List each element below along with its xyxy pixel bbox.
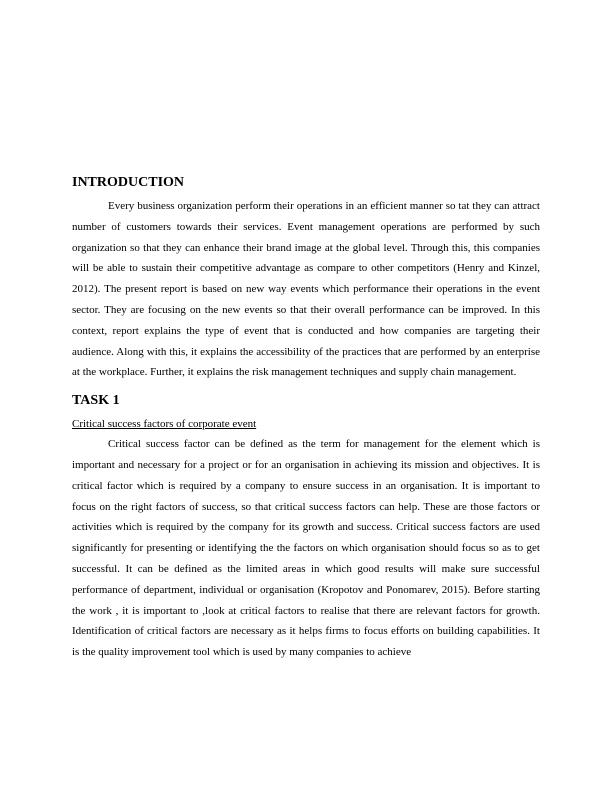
task1-heading: TASK 1: [72, 393, 120, 409]
task1-paragraph: Critical success factor can be defined as the term for management for the element which is important and necessary for a project or for an organisation in achieving its mission and objectives. It is critical factor which is required by a company to ensure success in an organisation. It is important to focus on the right factors of success, so that critical success factors can help. These are those factors or activities which is required by the company for its growth and success. Critical success factors are used significantly for presenting or identifying the the factors on which organisation should focus so as to get successful. It can be defined as the limited areas in which good results will make sure successful performance of department, individual or organisation (Kropotov and Ponomarev, 2015). Before starting the work , it is important to ,look at critical factors to realise that there are relevant factors for growth. Identification of critical factors are necessary as it helps firms to focus efforts on building capabilities. It is the quality improvement tool which is used by many companies to achieve: [72, 438, 540, 659]
introduction-heading: INTRODUCTION: [72, 175, 185, 190]
introduction-paragraph: Every business organization perform their operations in an efficient manner so tat they can attract number of customers towards their services. Event management operations are performed by such organization so that they can enhance their brand image at the global level. Through this, this companies will be able to sustain their competitive advantage as compare to other competitors (Henry and Kinzel, 2012). The present report is based on new way events which performance their operations in the event sector. They are focusing on the new events so that their overall performance can be improved. In this context, report explains the type of event that is conducted and how companies are targeting their audience. Along with this, it explains the accessibility of the practices that are performed by an enterprise at the workplace. Further, it explains the risk management techniques and supply chain management.: [72, 200, 540, 379]
page-content: [72, 174, 540, 663]
task1-subheading: Critical success factors of corporate event: [72, 418, 257, 431]
